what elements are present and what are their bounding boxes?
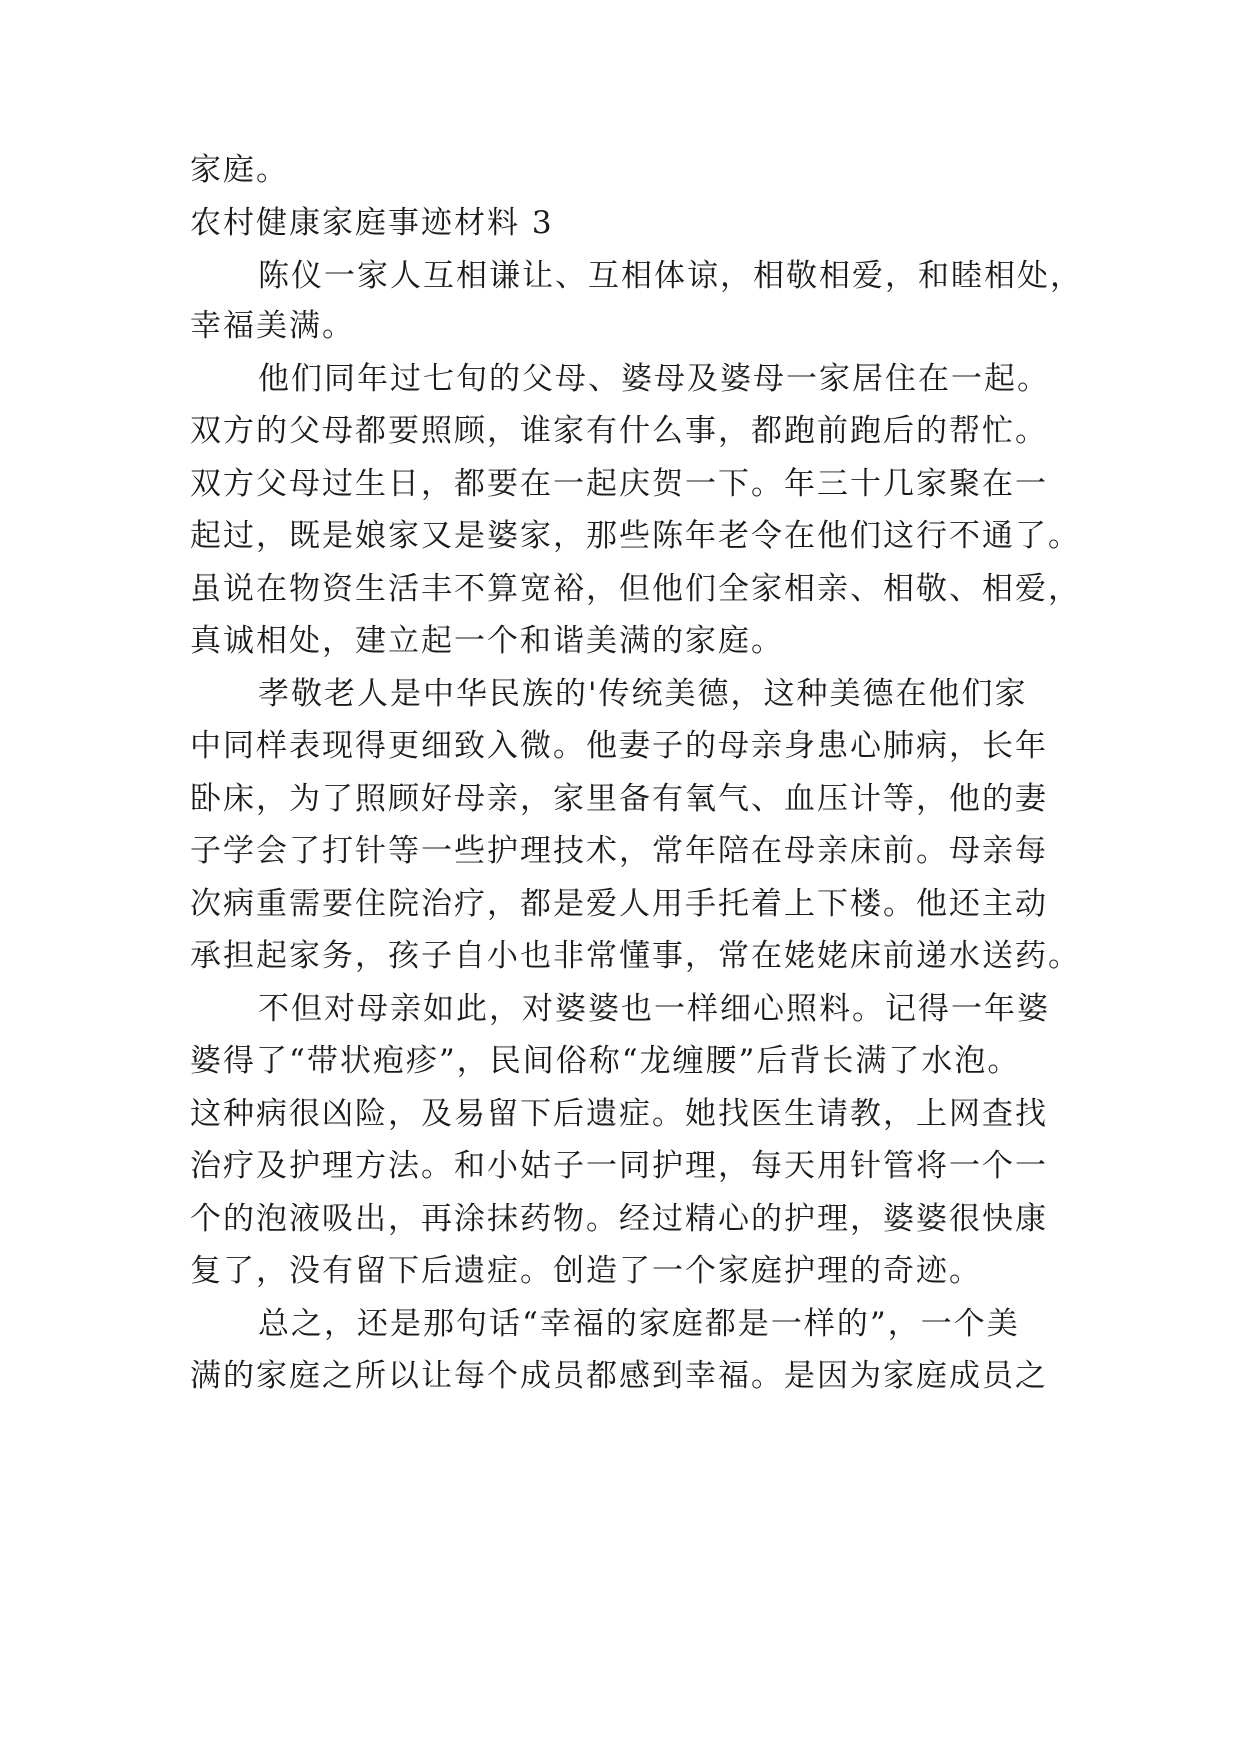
text-line: 家庭。 (190, 152, 289, 188)
text-line: 真诚相处，建立起一个和谐美满的家庭。 (190, 623, 784, 659)
text-line: 治疗及护理方法。和小姑子一同护理，每天用针管将一个一 (190, 1148, 1048, 1184)
text-line: 起过，既是娘家又是婆家，那些陈年老令在他们这行不通了。 (190, 518, 1081, 554)
text-line: 卧床，为了照顾好母亲，家里备有氧气、血压计等，他的妻 (190, 781, 1048, 817)
text-line: 子学会了打针等一些护理技术，常年陪在母亲床前。母亲每 (190, 833, 1048, 869)
text-line: 孝敬老人是中华民族的'传统美德，这种美德在他们家 (258, 676, 1028, 712)
text-line: 他们同年过七旬的父母、婆母及婆母一家居住在一起。 (258, 361, 1050, 397)
text-line: 这种病很凶险，及易留下后遗症。她找医生请教，上网查找 (190, 1096, 1048, 1132)
text-line: 不但对母亲如此，对婆婆也一样细心照料。记得一年婆 (258, 991, 1050, 1027)
text-line: 总之，还是那句话“幸福的家庭都是一样的”，一个美 (258, 1306, 1020, 1342)
text-line: 幸福美满。 (190, 308, 355, 344)
section-title: 农村健康家庭事迹材料 3 (190, 205, 554, 241)
text-line: 中同样表现得更细致入微。他妻子的母亲身患心肺病，长年 (190, 728, 1048, 764)
text-line: 满的家庭之所以让每个成员都感到幸福。是因为家庭成员之 (190, 1358, 1048, 1394)
text-line: 虽说在物资生活丰不算宽裕，但他们全家相亲、相敬、相爱， (190, 571, 1081, 607)
text-line: 陈仪一家人互相谦让、互相体谅，相敬相爱，和睦相处， (258, 258, 1083, 294)
text-line: 个的泡液吸出，再涂抹药物。经过精心的护理，婆婆很快康 (190, 1201, 1048, 1237)
text-line: 复了，没有留下后遗症。创造了一个家庭护理的奇迹。 (190, 1253, 982, 1289)
text-line: 婆得了“带状疱疹”，民间俗称“龙缠腰”后背长满了水泡。 (190, 1043, 1021, 1079)
text-line: 双方父母过生日，都要在一起庆贺一下。年三十几家聚在一 (190, 466, 1048, 502)
text-line: 双方的父母都要照顾，谁家有什么事，都跑前跑后的帮忙。 (190, 413, 1048, 449)
text-line: 次病重需要住院治疗，都是爱人用手托着上下楼。他还主动 (190, 886, 1048, 922)
text-line: 承担起家务，孩子自小也非常懂事，常在姥姥床前递水送药。 (190, 938, 1081, 974)
